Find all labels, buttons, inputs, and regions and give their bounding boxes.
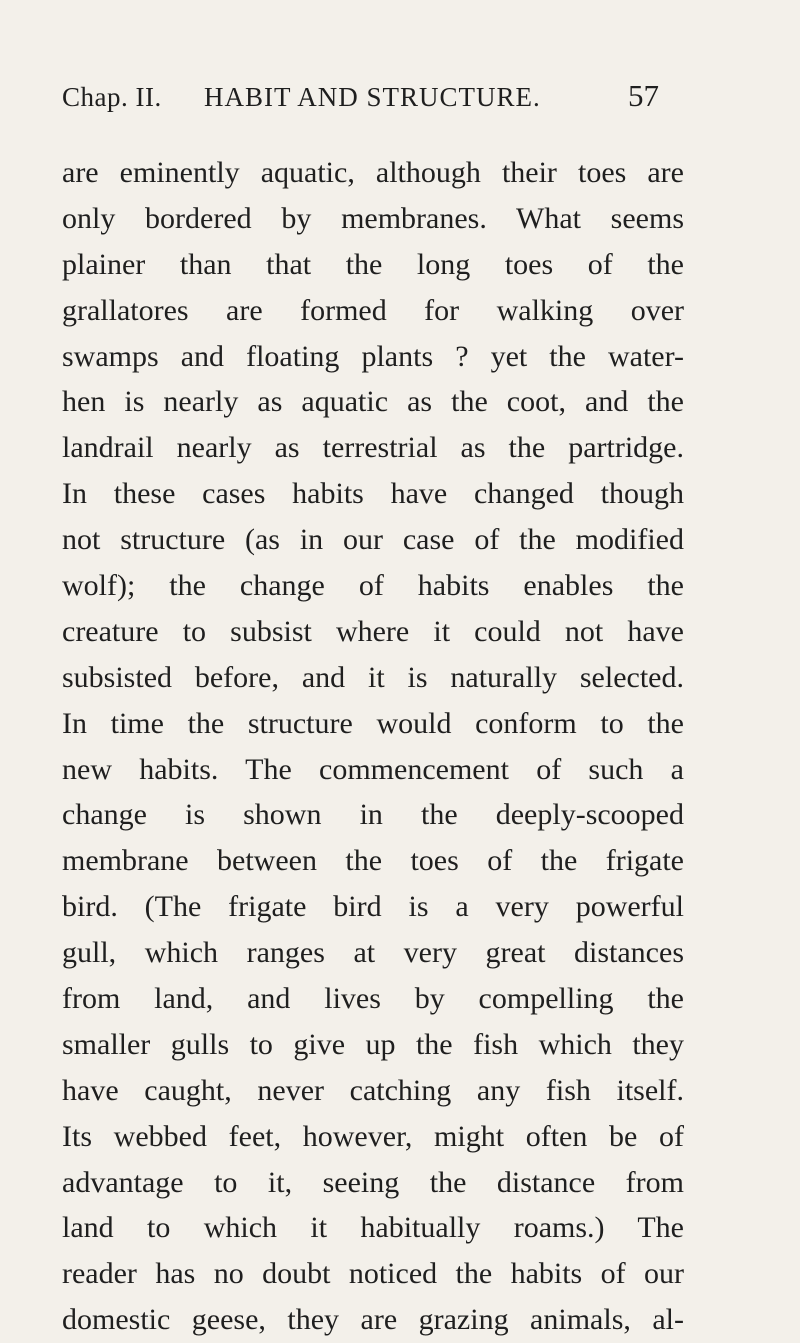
text-line: In these cases habits have changed though — [62, 477, 684, 511]
chapter-label: Chap. II. — [62, 82, 162, 112]
text-line: plainer than that the long toes of the — [62, 247, 684, 281]
text-line: change is shown in the deeply-scooped — [62, 798, 684, 832]
text-line: land to which it habitually roams.) The — [62, 1211, 684, 1245]
text-line: membrane between the toes of the frigate — [62, 844, 684, 878]
text-line: advantage to it, seeing the distance from — [62, 1165, 684, 1199]
text-line: only bordered by membranes. What seems — [62, 201, 684, 235]
text-line: are eminently aquatic, although their toes are — [62, 156, 684, 189]
text-line: wolf); the change of habits enables the — [62, 569, 684, 603]
body-text — [62, 150, 684, 1343]
text-line: swamps and floating plants ? yet the water- — [62, 339, 684, 373]
text-line: reader has no doubt noticed the habits of our — [62, 1257, 684, 1291]
text-line: bird. (The frigate bird is a very powerful — [62, 890, 684, 924]
text-line: not structure (as in our case of the modified — [62, 523, 684, 557]
text-line: gull, which ranges at very great distances — [62, 936, 684, 970]
text-line: domestic geese, they are grazing animals, al- — [62, 1303, 684, 1337]
text-line: have caught, never catching any fish itself. — [62, 1073, 684, 1107]
text-line: landrail nearly as terrestrial as the partridge. — [62, 431, 684, 465]
text-line: smaller gulls to give up the fish which they — [62, 1027, 684, 1061]
page-header — [62, 78, 682, 132]
running-title: HABIT AND STRUCTURE. — [204, 82, 541, 112]
text-line: hen is nearly as aquatic as the coot, and the — [62, 385, 684, 419]
text-line: grallatores are formed for walking over — [62, 293, 684, 327]
text-line: subsisted before, and it is naturally selected. — [62, 660, 684, 694]
page-number: 57 — [628, 78, 659, 113]
text-line: In time the structure would conform to the — [62, 706, 684, 740]
text-line: Its webbed feet, however, might often be of — [62, 1119, 684, 1153]
text-line: new habits. The commencement of such a — [62, 752, 684, 786]
text-line: creature to subsist where it could not have — [62, 614, 684, 648]
text-line: from land, and lives by compelling the — [62, 982, 684, 1016]
